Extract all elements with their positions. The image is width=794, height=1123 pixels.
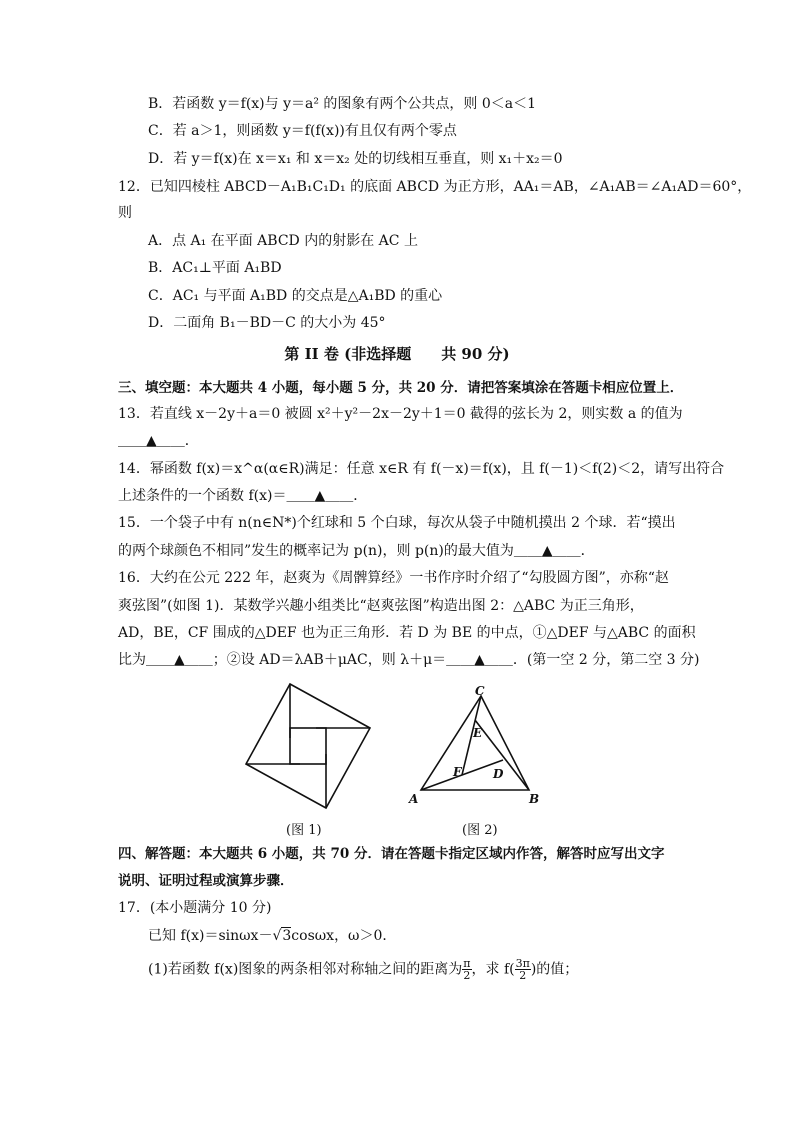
fig2-label-e: E (473, 726, 483, 740)
fig2-label-f: F (453, 765, 462, 779)
q16-text-2: 爽弦图”(如图 1)．某数学兴趣小组类比“赵爽弦图”构造出图 2：△ABC 为正三角形， (118, 598, 644, 614)
figure-2-caption: (图 2) (462, 823, 498, 838)
figure-1-caption: (图 1) (286, 823, 322, 838)
q17-given (148, 926, 396, 946)
q12-option-c: C．AC₁ 与平面 A₁BD 的交点是△A₁BD 的重心 (148, 288, 443, 304)
q17-given-pre: 已知 f(x)＝sinωx－ (148, 928, 273, 944)
fig2-label-b: B (529, 792, 540, 806)
q17-fraction-2 (515, 958, 531, 981)
q17-part1-pre: (1)若函数 f(x)图象的两条相邻对称轴之间的距离为 (148, 961, 463, 978)
section4-heading-cont: 说明、证明过程或演算步骤． (118, 873, 294, 889)
fig2-label-a: A (409, 792, 419, 806)
q11-option-c: C．若 a＞1，则函数 y＝f(f(x))有且仅有两个零点 (148, 123, 457, 139)
q12-option-a: A．点 A₁ 在平面 ABCD 内的射影在 AC 上 (148, 233, 418, 249)
sqrt-symbol: √ (272, 928, 282, 944)
q12-stem: 12．已知四棱柱 ABCD－A₁B₁C₁D₁ 的底面 ABCD 为正方形，AA₁＝AB，∠A₁AB＝∠A₁AD＝60°， (118, 179, 752, 195)
q17-part1-post: )的值； (530, 961, 579, 978)
frac1-numerator: π (463, 957, 471, 970)
q16-text-4: 比为＿＿▲＿＿；②设 AD＝λAB＋μAC，则 λ＋μ＝＿＿▲＿＿．(第一空 2 分，第二空 3 分) (118, 652, 700, 668)
frac2-denominator: 2 (519, 969, 527, 982)
q12-stem-cont: 则 (118, 205, 132, 221)
q11-option-d: D．若 y＝f(x)在 x＝x₁ 和 x＝x₂ 处的切线相互垂直，则 x₁＋x₂＝0 (148, 151, 563, 167)
q17-part1-mid: ，求 f( (471, 961, 515, 978)
q14-text-cont: 上述条件的一个函数 f(x)＝＿＿▲＿＿． (118, 488, 368, 504)
q17-fraction-1 (462, 958, 471, 981)
q12-option-b: B．AC₁⊥平面 A₁BD (148, 260, 282, 276)
part2-title: 第 II 卷 (非选择题 共 90 分) (284, 345, 510, 363)
q13-blank: ＿＿▲＿＿． (118, 433, 199, 449)
figure-1-zhao-shuang-diagram (244, 682, 374, 812)
section3-heading: 三、填空题：本大题共 4 小题，每小题 5 分，共 20 分．请把答案填涂在答题卡相应位置上． (118, 380, 684, 396)
q12-option-d: D．二面角 B₁－BD－C 的大小为 45° (148, 315, 386, 331)
q17-given-sqrt: 3 (282, 928, 292, 944)
q15-text-cont: 的两个球颜色不相同”发生的概率记为 p(n)，则 p(n)的最大值为＿＿▲＿＿． (118, 543, 595, 559)
q15-text: 15．一个袋子中有 n(n∈N*)个红球和 5 个白球，每次从袋子中随机摸出 2 个球．若“摸出 (118, 515, 676, 531)
q17-part1 (148, 958, 578, 981)
frac2-numerator: 3π (515, 957, 530, 970)
q17-title: 17．(本小题满分 10 分) (118, 900, 272, 916)
section4-heading: 四、解答题：本大题共 6 小题，共 70 分．请在答题卡指定区域内作答，解答时应写出文字 (118, 846, 665, 862)
q16-text-1: 16．大约在公元 222 年，赵爽为《周髀算经》一书作序时介绍了“勾股圆方图”，亦称“赵 (118, 570, 669, 586)
frac1-denominator: 2 (463, 969, 471, 982)
fig2-label-d: D (493, 767, 504, 781)
figure-2-triangle-diagram (405, 684, 550, 809)
q17-given-post: cosωx，ω＞0． (291, 928, 397, 944)
q14-text: 14．幂函数 f(x)＝x^α(α∈R)满足：任意 x∈R 有 f(－x)＝f(x)，且 f(－1)＜f(2)＜2，请写出符合 (118, 461, 725, 477)
q11-option-b: B．若函数 y＝f(x)与 y＝a² 的图象有两个公共点，则 0＜a＜1 (148, 96, 537, 112)
fig2-label-c: C (475, 684, 485, 698)
q13-text: 13．若直线 x－2y＋a＝0 被圆 x²＋y²－2x－2y＋1＝0 截得的弦长为 2，则实数 a 的值为 (118, 406, 683, 422)
q16-text-3: AD，BE，CF 围成的△DEF 也为正三角形．若 D 为 BE 的中点，①△DEF 与△ABC 的面积 (118, 625, 696, 641)
